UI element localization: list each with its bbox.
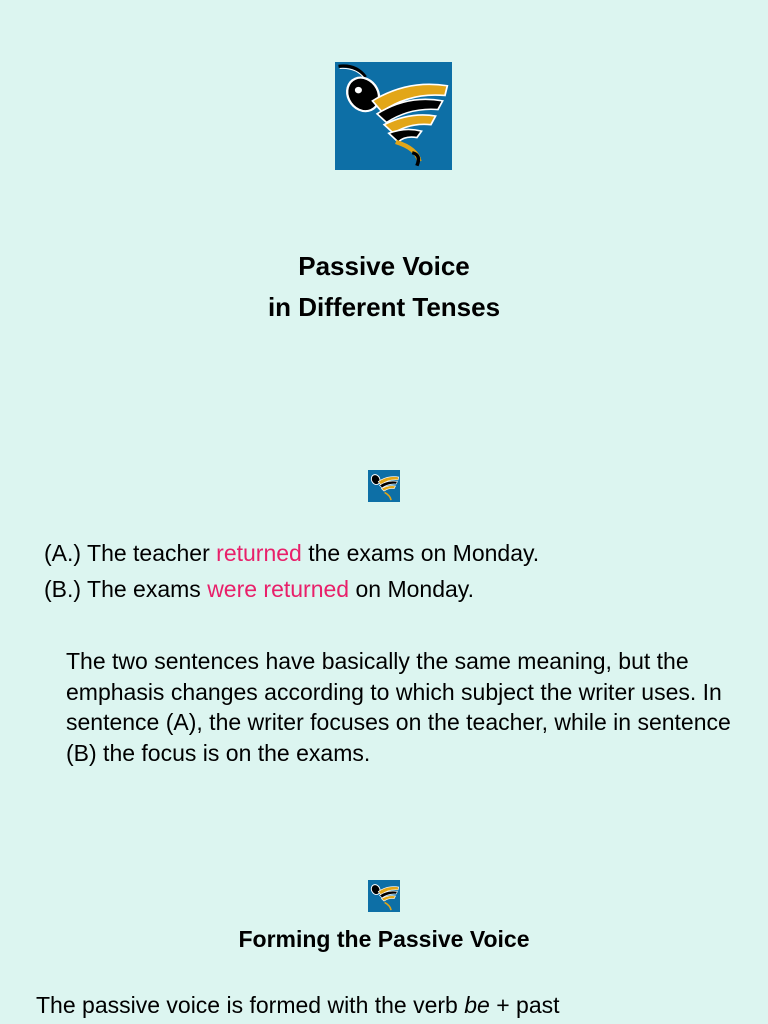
section-body-text [36, 990, 756, 1020]
example-sentence-b [44, 574, 474, 604]
example-a-highlight: returned [216, 540, 302, 566]
example-b-highlight: were returned [207, 576, 350, 602]
page-title-line-2: in Different Tenses [267, 292, 501, 322]
bee-logo-small-icon [368, 880, 400, 912]
bee-logo-icon [335, 62, 452, 170]
section-heading: Forming the Passive Voice [238, 926, 530, 952]
example-a-prefix: (A.) The teacher [44, 540, 217, 566]
example-sentence-a [44, 538, 539, 568]
example-a-suffix: the exams on Monday. [301, 540, 540, 566]
example-b-suffix: on Monday. [349, 576, 474, 602]
explanation-paragraph: The two sentences have basically the same meaning, but the emphasis changes according to which subject the writer uses. In sentence (A), the writer focuses on the teacher, while in sentence (B) the focus is on the exams. [66, 648, 731, 766]
example-b-prefix: (B.) The exams [44, 576, 208, 602]
bee-logo-small-icon [368, 470, 400, 502]
section-text-suffix: + past [489, 992, 560, 1018]
section-text-emphasis: be [464, 992, 490, 1018]
section-text-prefix: The passive voice is formed with the verb [36, 992, 465, 1018]
page-title-line-1: Passive Voice [298, 251, 470, 281]
